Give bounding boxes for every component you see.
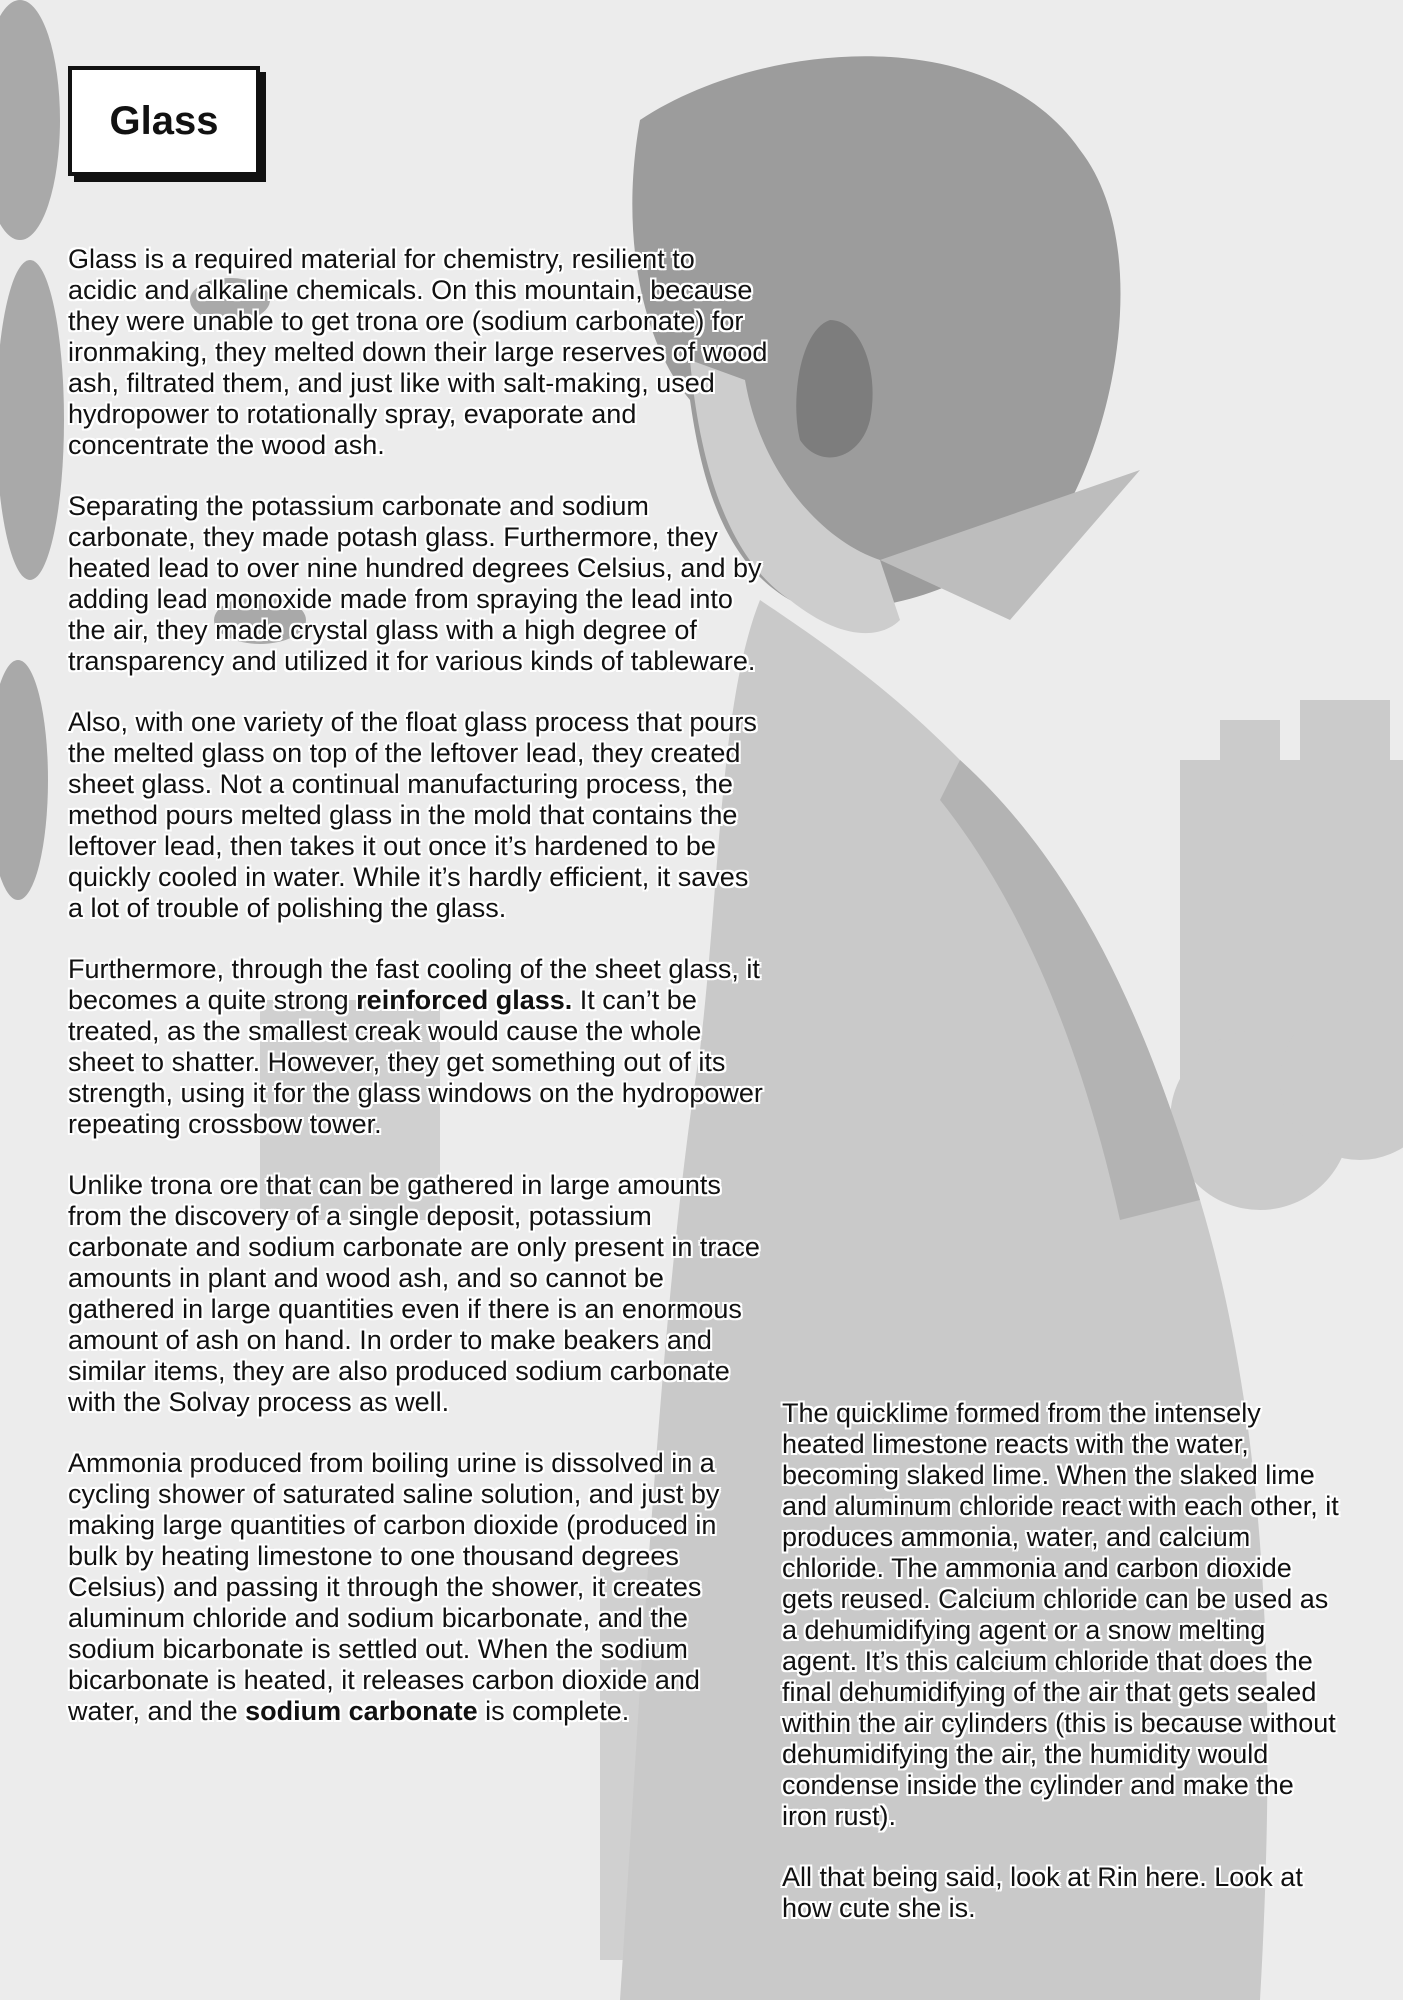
- bold-term-sodium-carbonate: sodium carbonate: [245, 1696, 478, 1726]
- paragraph-ammonia: [68, 1448, 768, 1727]
- text-segment: It can’t be treated, as the smallest creak would cause the whole sheet to shatter. However, they get something out of its strength, using it for the glass windows on the hydropower repeating crossbow tower.: [68, 985, 763, 1139]
- paragraph-closing-remark: All that being said, look at Rin here. Look at how cute she is.: [782, 1862, 1303, 1923]
- paragraph-trona-ore: Unlike trona ore that can be gathered in large amounts from the discovery of a single deposit, potassium carbonate and sodium carbonate are only present in trace amounts in plant and wood ash, and so cannot be gathered in large quantities even if there is an enormous amount of ash on hand. In order to make beakers and similar items, they are also produced sodium carbonate with the Solvay process as well.: [68, 1170, 760, 1417]
- paragraph-quicklime: The quicklime formed from the intensely heated limestone reacts with the water, becoming slaked lime. When the slaked lime and aluminum chloride react with each other, it produces ammonia, water, and calcium chloride. The ammonia and carbon dioxide gets reused. Calcium chloride can be used as a dehumidifying agent or a snow melting agent. It’s this calcium chloride that does the final dehumidifying of the air that gets sealed within the air cylinders (this is because without dehumidifying the air, the humidity would condense inside the cylinder and make the iron rust).: [782, 1398, 1339, 1831]
- paragraph-wood-ash: Glass is a required material for chemistry, resilient to acidic and alkaline chemicals. On this mountain, because they were unable to get trona ore (sodium carbonate) for ironmaking, they melted down their large reserves of wood ash, filtrated them, and just like with salt-making, used hydropower to rotationally spray, evaporate and concentrate the wood ash.: [68, 244, 768, 460]
- paragraph-sheet-glass: Also, with one variety of the float glass process that pours the melted glass on top of the leftover lead, they created sheet glass. Not a continual manufacturing process, the method pours melted glass in the mold that contains the leftover lead, then takes it out once it’s hardened to be quickly cooled in water. While it’s hardly efficient, it saves a lot of trouble of polishing the glass.: [68, 707, 757, 923]
- right-column: [782, 1398, 1342, 1954]
- background-ruins: [1170, 700, 1403, 1210]
- bold-term-reinforced-glass: reinforced glass.: [356, 985, 573, 1015]
- title-box: [68, 66, 260, 176]
- paragraph-potash-glass: Separating the potassium carbonate and sodium carbonate, they made potash glass. Furthermore, they heated lead to over nine hundred degrees Celsius, and by adding lead monoxide made from spraying the lead into the air, they made crystal glass with a high degree of transparency and utilized it for various kinds of tableware.: [68, 491, 762, 676]
- text-segment: Ammonia produced from boiling urine is dissolved in a cycling shower of saturated saline solution, and just by making large quantities of carbon dioxide (produced in bulk by heating limestone to one thousand degrees Celsius) and passing it through the shower, it creates aluminum chloride and sodium bicarbonate, and the sodium bicarbonate is settled out. When the sodium bicarbonate is heated, it releases carbon dioxide and water, and the: [68, 1448, 720, 1726]
- paragraph-reinforced-glass: [68, 954, 768, 1140]
- text-segment: Furthermore, through the fast cooling of the sheet glass, it becomes a quite strong: [68, 954, 760, 1015]
- left-column: [68, 244, 768, 1757]
- page-title: Glass: [109, 98, 219, 143]
- text-segment: is complete.: [477, 1696, 630, 1726]
